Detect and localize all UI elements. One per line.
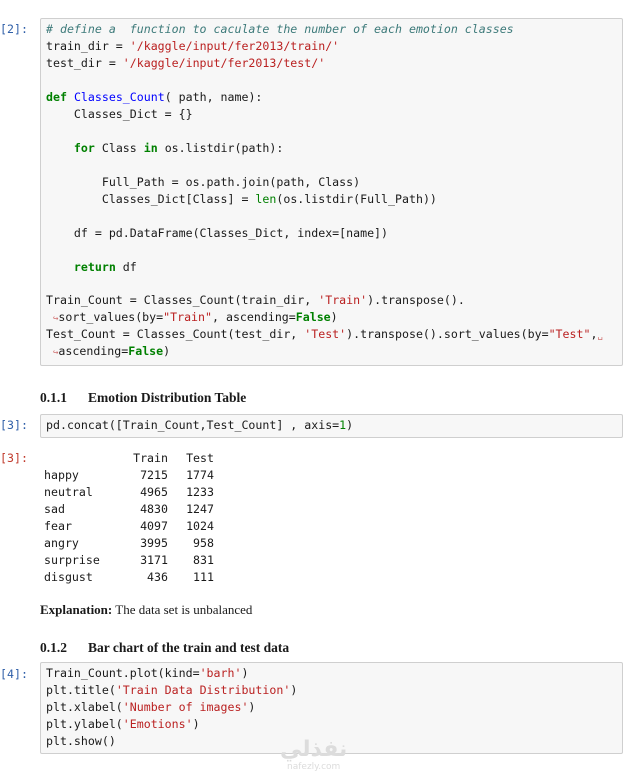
code-line: ↪ascending=False) <box>53 344 171 358</box>
test-call-b: ).transpose().sort_values(by= <box>346 327 549 341</box>
table-row <box>44 535 214 552</box>
false-keyword: False <box>295 310 331 324</box>
code-cell-3[interactable] <box>40 414 623 438</box>
for-loop-var: Class <box>94 141 144 155</box>
train-value: 436 <box>147 570 168 584</box>
code-line <box>46 89 262 106</box>
row-label: fear <box>44 519 72 533</box>
train-by-string: "Train" <box>163 310 212 324</box>
test-value: 1024 <box>186 519 214 533</box>
code-line: train_dir = '/kaggle/input/fer2013/train/' <box>46 39 340 53</box>
test-call-a: Test_Count = Classes_Count(test_dir, <box>46 327 305 341</box>
code-line: ↪sort_values(by="Train", ascending=False) <box>53 310 338 324</box>
false-keyword: False <box>128 344 164 358</box>
code-line: df = pd.DataFrame(Classes_Dict, index=[name]) <box>46 226 389 240</box>
return-value: df <box>115 260 137 274</box>
test-call-d: ascending= <box>58 344 129 358</box>
train-call-c: sort_values(by= <box>58 310 164 324</box>
train-string: 'Train' <box>318 293 368 307</box>
close-paren: ) <box>290 683 298 697</box>
train-value: 3995 <box>140 536 168 550</box>
row-label: happy <box>44 468 79 482</box>
function-args: ( path, name): <box>164 90 263 104</box>
cell-4-input-prompt: [4]: <box>0 667 28 681</box>
code-line <box>46 292 465 309</box>
section-heading-bar-chart <box>40 640 289 656</box>
xlabel-string: 'Number of images' <box>122 700 249 714</box>
row-label: sad <box>44 502 65 516</box>
code-cell-2[interactable] <box>40 18 623 366</box>
cell-3-input-prompt: [3]: <box>0 418 28 432</box>
code-line <box>46 665 248 682</box>
code-line: Full_Path = os.path.join(path, Class) <box>46 175 361 189</box>
test-value: 831 <box>193 553 214 567</box>
test-call-c: , <box>590 327 598 341</box>
train-dir-string: '/kaggle/input/fer2013/train/' <box>129 39 340 53</box>
row-label: angry <box>44 536 79 550</box>
train-value: 4965 <box>140 485 168 499</box>
title-string: 'Train Data Distribution' <box>115 683 291 697</box>
table-index-header <box>44 450 116 467</box>
code-line <box>46 191 437 208</box>
watermark-arabic: نفذلي <box>280 737 348 762</box>
len-builtin: len <box>255 192 277 206</box>
ylabel-call: plt.ylabel( <box>46 717 123 731</box>
code-line <box>46 259 137 276</box>
row-label: neutral <box>44 485 93 499</box>
cell-3-output-prompt: [3]: <box>0 451 28 465</box>
close-paren: ) <box>248 700 256 714</box>
code-line <box>46 326 603 343</box>
close-paren: ) <box>241 666 249 680</box>
section-title: Bar chart of the train and test data <box>88 640 290 655</box>
return-keyword: return <box>73 260 116 274</box>
code-line: Classes_Dict = {} <box>46 107 193 121</box>
code-line: pd.concat([Train_Count,Test_Count] , axis=1) <box>46 418 354 432</box>
in-keyword: in <box>143 141 158 155</box>
close-paren: ) <box>192 717 200 731</box>
explanation-text: The data set is unbalanced <box>112 602 253 617</box>
train-value: 7215 <box>140 468 168 482</box>
section-number: 0.1.1 <box>40 390 67 405</box>
title-call: plt.title( <box>46 683 116 697</box>
row-label: disgust <box>44 570 93 584</box>
test-value: 958 <box>193 536 214 550</box>
section-heading-emotion-table <box>40 390 246 406</box>
test-dir-string: '/kaggle/input/fer2013/test/' <box>122 56 326 70</box>
code-line: test_dir = '/kaggle/input/fer2013/test/' <box>46 56 326 70</box>
train-value: 3171 <box>140 553 168 567</box>
code-line <box>46 716 200 733</box>
xlabel-call: plt.xlabel( <box>46 700 123 714</box>
watermark-logo <box>280 738 347 772</box>
column-header-train: Train <box>133 451 168 465</box>
explanation-paragraph <box>40 602 252 618</box>
plot-kind-string: 'barh' <box>199 666 242 680</box>
code-comment: # define a function to caculate the number of each emotion classes <box>46 22 514 36</box>
table-row <box>44 501 214 518</box>
ylabel-string: 'Emotions' <box>122 717 193 731</box>
test-value: 1774 <box>186 468 214 482</box>
continuation-arrow-icon: ↪ <box>53 348 59 358</box>
train-call-b: ).transpose(). <box>367 293 465 307</box>
dict-assign-lhs: Classes_Dict[Class] = <box>46 192 256 206</box>
function-name: Classes_Count <box>73 90 165 104</box>
cell-2-input-prompt: [2]: <box>0 22 28 36</box>
def-keyword: def <box>46 90 67 104</box>
table-row <box>44 552 214 569</box>
test-value: 1247 <box>186 502 214 516</box>
test-value: 1233 <box>186 485 214 499</box>
test-string: 'Test' <box>304 327 347 341</box>
explanation-label: Explanation: <box>40 602 113 617</box>
watermark-url: nafezly.com <box>287 762 341 772</box>
plot-call: Train_Count.plot(kind= <box>46 666 200 680</box>
test-value: 111 <box>193 570 214 584</box>
row-label: surprise <box>44 553 100 567</box>
column-header-test: Test <box>186 451 214 465</box>
table-header-row <box>44 450 214 467</box>
listdir-call: os.listdir(path): <box>157 141 284 155</box>
table-row <box>44 569 214 586</box>
train-value: 4097 <box>140 519 168 533</box>
code-line <box>46 682 297 699</box>
train-call-d: , ascending= <box>212 310 296 324</box>
emotion-distribution-table <box>44 450 214 586</box>
code-line: for Class in os.listdir(path): <box>73 141 284 155</box>
train-call-a: Train_Count = Classes_Count(train_dir, <box>46 293 319 307</box>
section-title: Emotion Distribution Table <box>88 390 247 405</box>
code-line <box>46 21 514 38</box>
table-row <box>44 484 214 501</box>
line-wrap-icon: ␣ <box>597 331 603 341</box>
table-row <box>44 467 214 484</box>
test-by-string: "Test" <box>548 327 591 341</box>
train-value: 4830 <box>140 502 168 516</box>
section-number: 0.1.2 <box>40 640 67 655</box>
code-line: plt.show() <box>46 734 116 748</box>
code-line <box>46 699 255 716</box>
table-row <box>44 518 214 535</box>
dict-assign-rhs: (os.listdir(Full_Path)) <box>276 192 437 206</box>
continuation-arrow-icon: ↪ <box>53 314 59 324</box>
